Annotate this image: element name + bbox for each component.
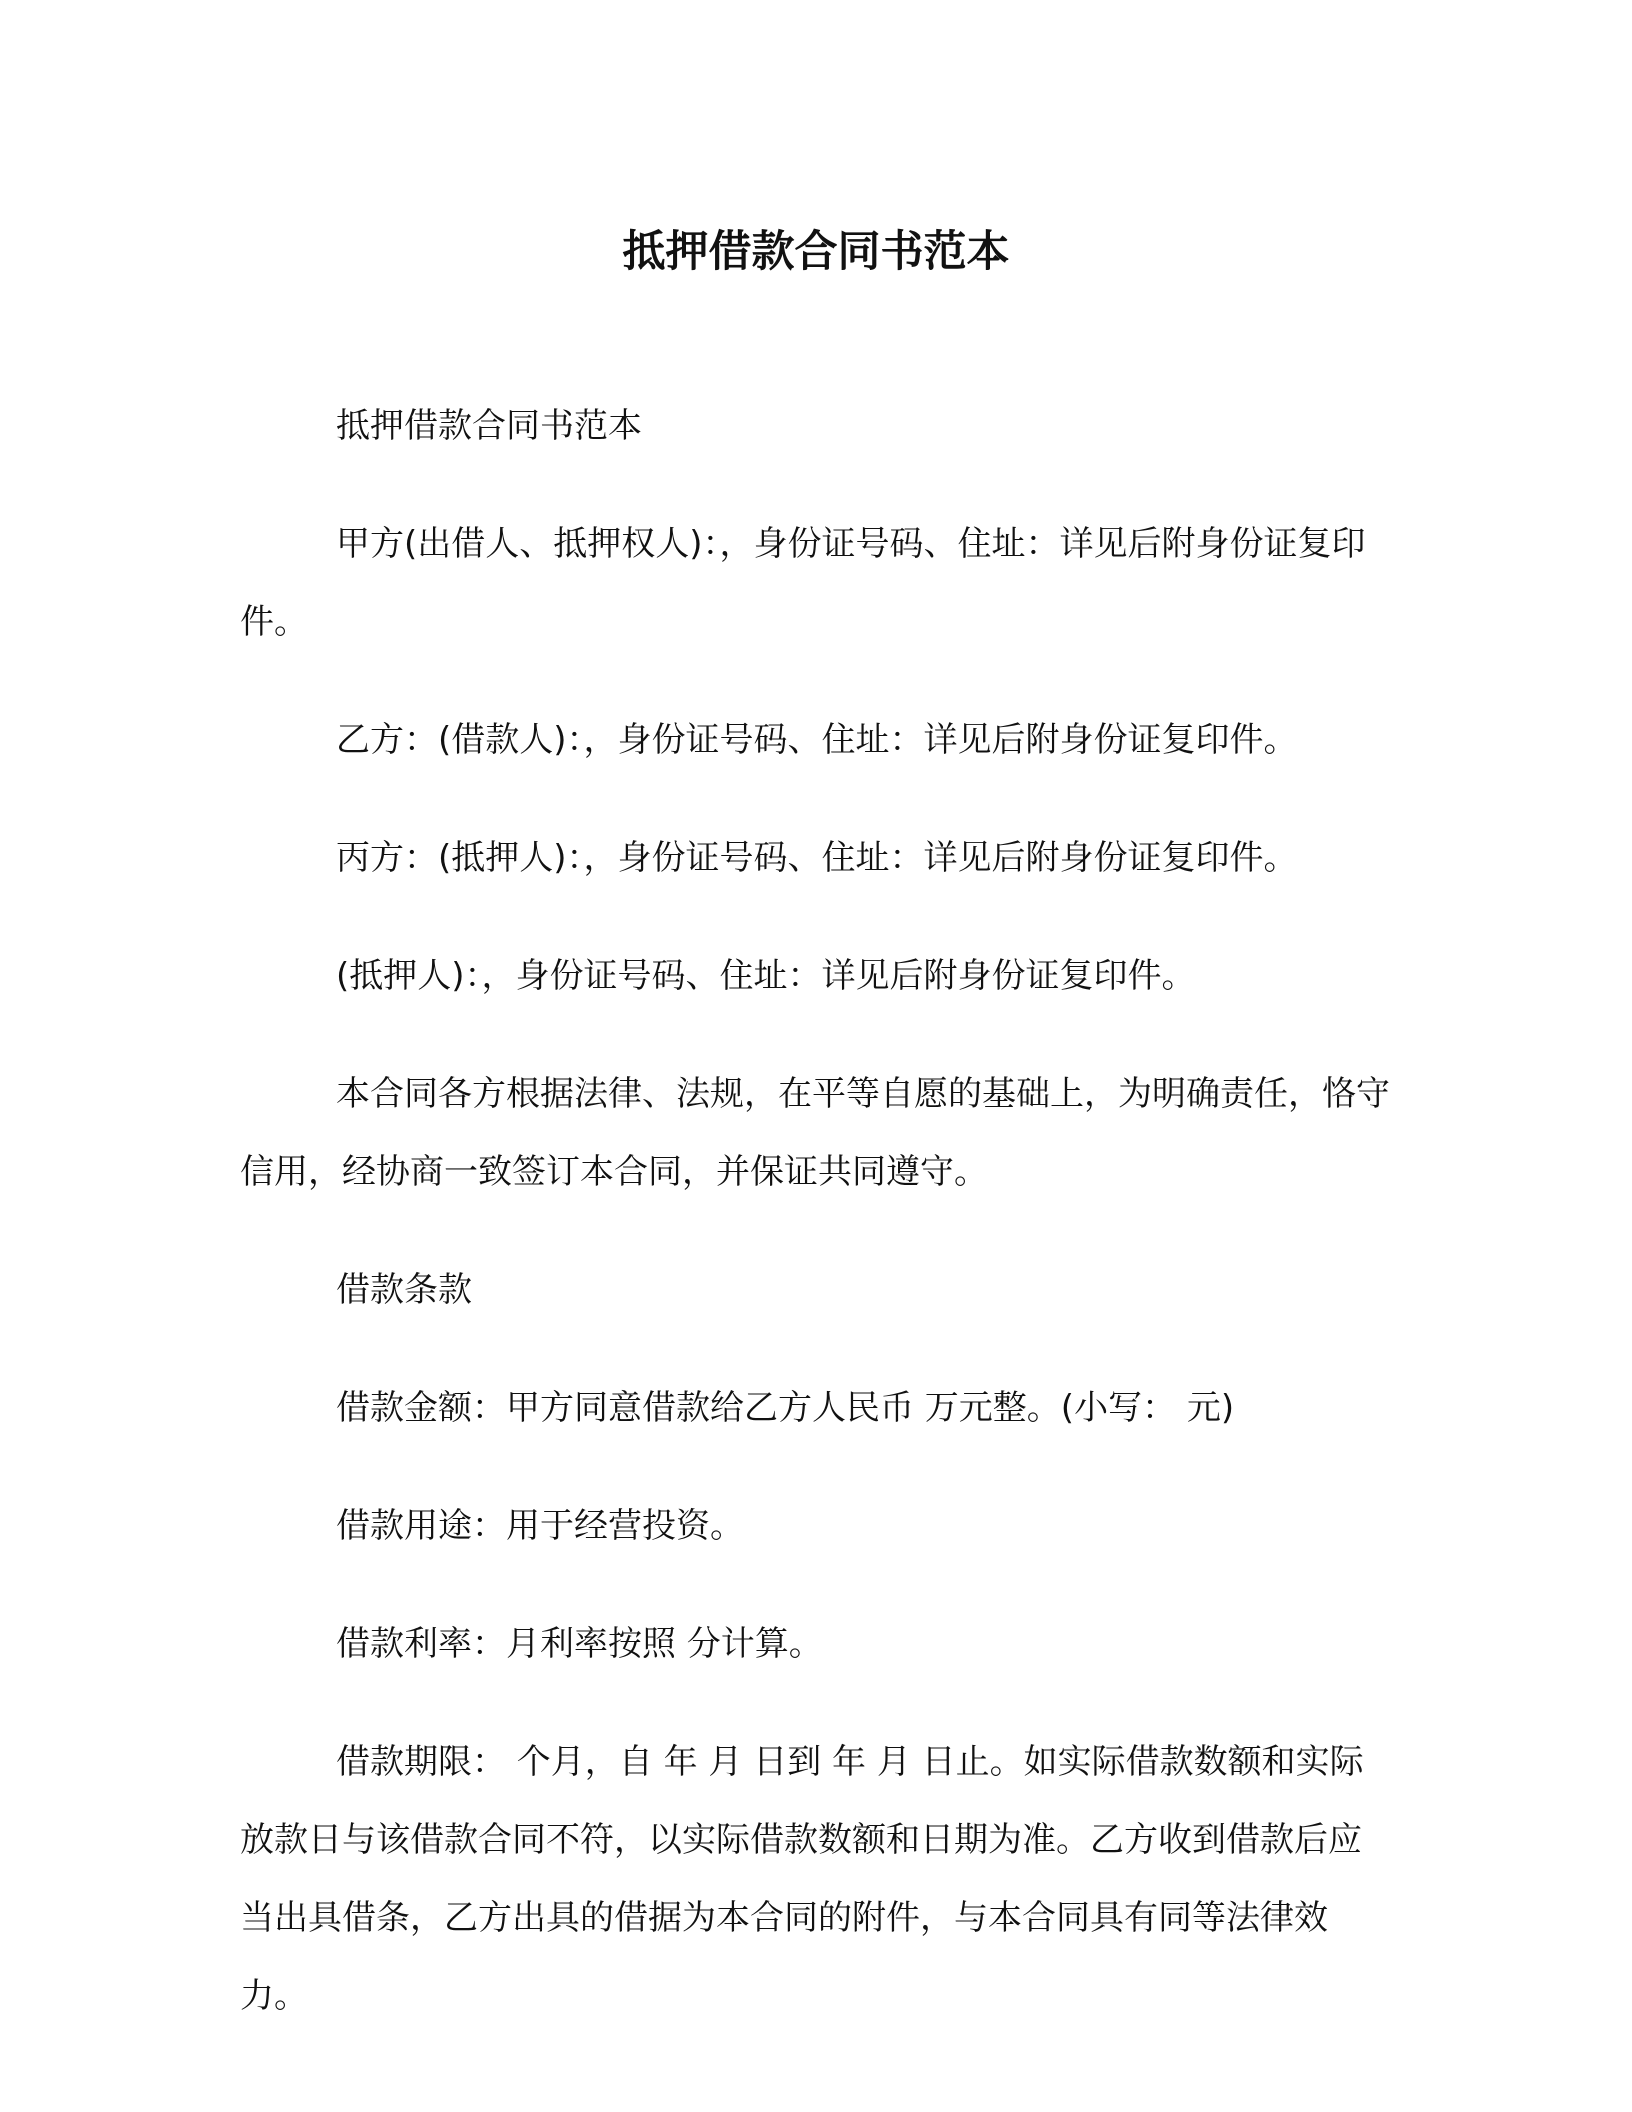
paragraph-party-a: 甲方(出借人、抵押权人)：，身份证号码、住址：详见后附身份证复印件。: [240, 524, 1366, 642]
paragraph-loan-purpose: 借款用途：用于经营投资。: [336, 1506, 744, 1546]
paragraph-interest-rate: 借款利率：月利率按照 分计算。: [336, 1624, 823, 1664]
paragraph-mortgagor: (抵押人)：，身份证号码、住址：详见后附身份证复印件。: [336, 956, 1196, 996]
paragraph-loan-term: 借款期限： 个月，自 年 月 日到 年 月 日止。如实际借款数额和实际放款日与该借款合同不符，以实际借款数额和日期为准。乙方收到借款后应当出具借条，乙方出具的借据为本合同的附件，与本合同具有同等法律效力。: [240, 1742, 1364, 2016]
document-body: [240, 387, 1390, 2075]
section-heading-loan-terms: 借款条款: [336, 1270, 472, 1310]
paragraph-party-c: 丙方：(抵押人)：，身份证号码、住址：详见后附身份证复印件。: [336, 838, 1298, 878]
document-title: 抵押借款合同书范本: [622, 227, 1010, 277]
paragraph-party-b: 乙方：(借款人)：，身份证号码、住址：详见后附身份证复印件。: [336, 720, 1298, 760]
paragraph-subtitle: 抵押借款合同书范本: [336, 406, 642, 446]
paragraph-preamble: 本合同各方根据法律、法规，在平等自愿的基础上，为明确责任，恪守信用，经协商一致签订本合同，并保证共同遵守。: [240, 1074, 1390, 1192]
paragraph-loan-amount: 借款金额：甲方同意借款给乙方人民币 万元整。(小写： 元): [336, 1388, 1235, 1428]
